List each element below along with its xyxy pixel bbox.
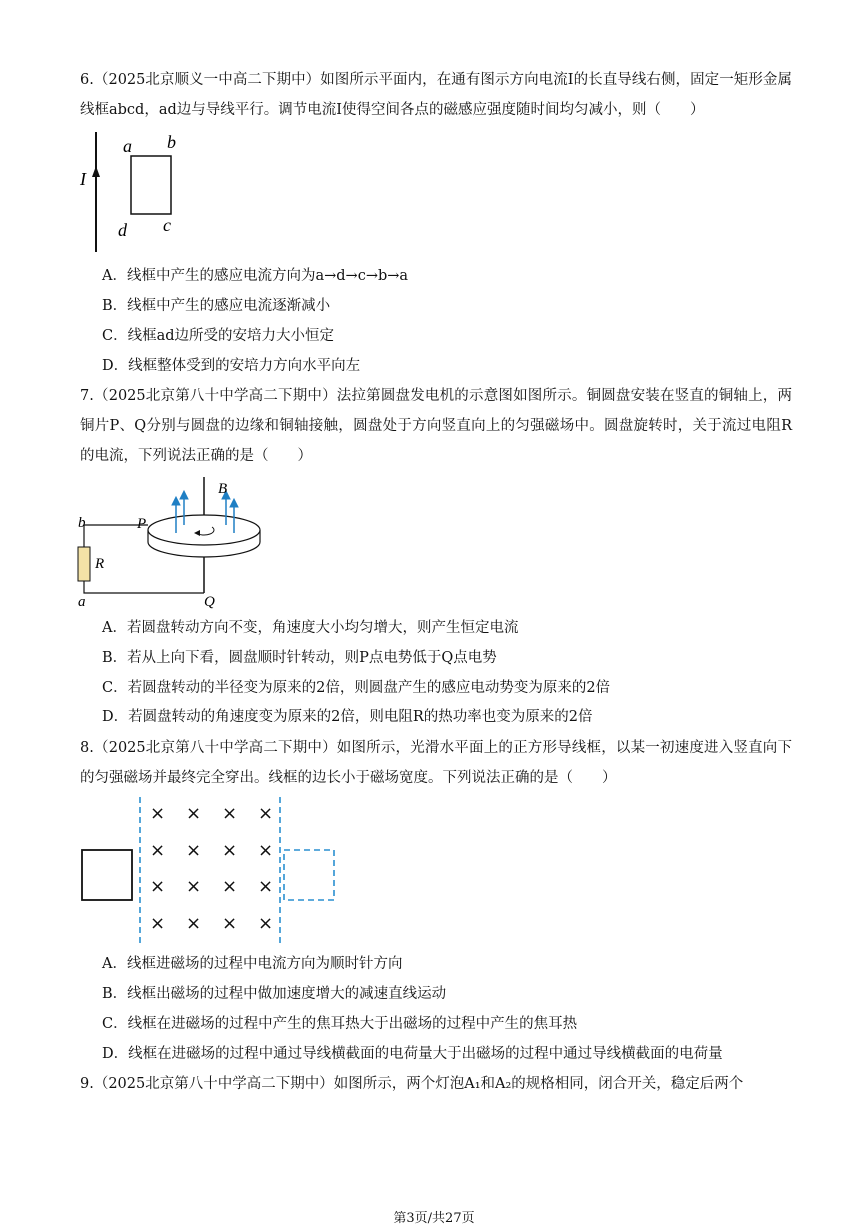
square-frame (82, 850, 132, 900)
svg-text:×: × (186, 876, 202, 897)
label-R: R (95, 556, 105, 572)
svg-text:×: × (258, 803, 274, 824)
q6-option-c: C．线框ad边所受的安培力大小恒定 (102, 328, 335, 344)
svg-text:×: × (150, 913, 166, 934)
q6-figure-wire-and-frame (76, 130, 186, 255)
q6-option-b: B．线框中产生的感应电流逐渐减小 (102, 298, 331, 314)
q7-figure-faraday-disk (76, 475, 276, 610)
disk-top (148, 515, 260, 545)
rectangular-frame-abcd (131, 156, 171, 214)
page-footer: 第3页/共27页 (393, 1211, 475, 1226)
svg-text:×: × (258, 876, 274, 897)
svg-text:×: × (186, 840, 202, 861)
svg-text:×: × (222, 840, 238, 861)
q6-option-d: D．线框整体受到的安培力方向水平向左 (102, 358, 361, 374)
q7-option-d: D．若圆盘转动的角速度变为原来的2倍，则电阻R的热功率也变为原来的2倍 (102, 709, 593, 725)
q7-stem: 7.（2025北京第八十中学高二下期中）法拉第圆盘发电机的示意图如图所示。铜圆盘安装在竖直的铜轴上，两铜片P、Q分别与圆盘的边缘和铜轴接触，圆盘处于方向竖直向上的匀强磁场中。圆盘旋转时，关于流过电阻R的电流，下列说法正确的是（ ） (80, 388, 792, 464)
current-arrow-icon (92, 166, 100, 177)
svg-text:×: × (258, 840, 274, 861)
svg-text:×: × (258, 913, 274, 934)
label-c: c (163, 215, 171, 235)
svg-text:×: × (150, 803, 166, 824)
q6-option-a: A．线框中产生的感应电流方向为a→d→c→b→a (102, 268, 409, 284)
resistor-R (78, 547, 90, 581)
q8-stem: 8.（2025北京第八十中学高二下期中）如图所示，光滑水平面上的正方形导线框，以某一初速度进入竖直向下的匀强磁场并最终完全穿出。线框的边长小于磁场宽度。下列说法正确的是（ ） (80, 740, 792, 786)
label-P: P (137, 516, 147, 532)
label-a: a (123, 136, 132, 156)
label-current: I (80, 169, 86, 189)
q8-option-c: C．线框在进磁场的过程中产生的焦耳热大于出磁场的过程中产生的焦耳热 (102, 1016, 578, 1032)
svg-text:×: × (186, 803, 202, 824)
svg-text:×: × (150, 876, 166, 897)
svg-text:×: × (186, 913, 202, 934)
svg-text:×: × (222, 876, 238, 897)
q9-stem: 9.（2025北京第八十中学高二下期中）如图所示，两个灯泡A₁和A₂的规格相同，闭合开关，稳定后两个 (80, 1076, 744, 1092)
label-B: B (218, 481, 228, 497)
svg-text:×: × (222, 913, 238, 934)
q7-option-b: B．若从上向下看，圆盘顺时针转动，则P点电势低于Q点电势 (102, 650, 497, 666)
field-crosses (150, 803, 273, 934)
q6-stem: 6.（2025北京顺义一中高二下期中）如图所示平面内，在通有图示方向电流I的长直导线右侧，固定一矩形金属线框abcd，ad边与导线平行。调节电流I使得空间各点的磁感应强度随时间均匀减小，则（ ） (80, 72, 792, 118)
label-b: b (167, 132, 176, 152)
label-a: a (78, 594, 86, 610)
q8-figure-magnetic-field (76, 795, 341, 945)
frame-exit-position (284, 850, 334, 900)
label-d: d (118, 220, 127, 240)
label-Q: Q (204, 594, 215, 610)
q8-option-d: D．线框在进磁场的过程中通过导线横截面的电荷量大于出磁场的过程中通过导线横截面的电荷量 (102, 1046, 723, 1062)
svg-text:×: × (150, 840, 166, 861)
q8-option-b: B．线框出磁场的过程中做加速度增大的减速直线运动 (102, 986, 447, 1002)
wire-a-to-Q (84, 581, 204, 593)
label-b: b (78, 515, 86, 531)
q7-option-c: C．若圆盘转动的半径变为原来的2倍，则圆盘产生的感应电动势变为原来的2倍 (102, 680, 611, 696)
q8-option-a: A．线框进磁场的过程中电流方向为顺时针方向 (102, 956, 403, 972)
q7-option-a: A．若圆盘转动方向不变，角速度大小均匀增大，则产生恒定电流 (102, 620, 519, 636)
svg-text:×: × (222, 803, 238, 824)
